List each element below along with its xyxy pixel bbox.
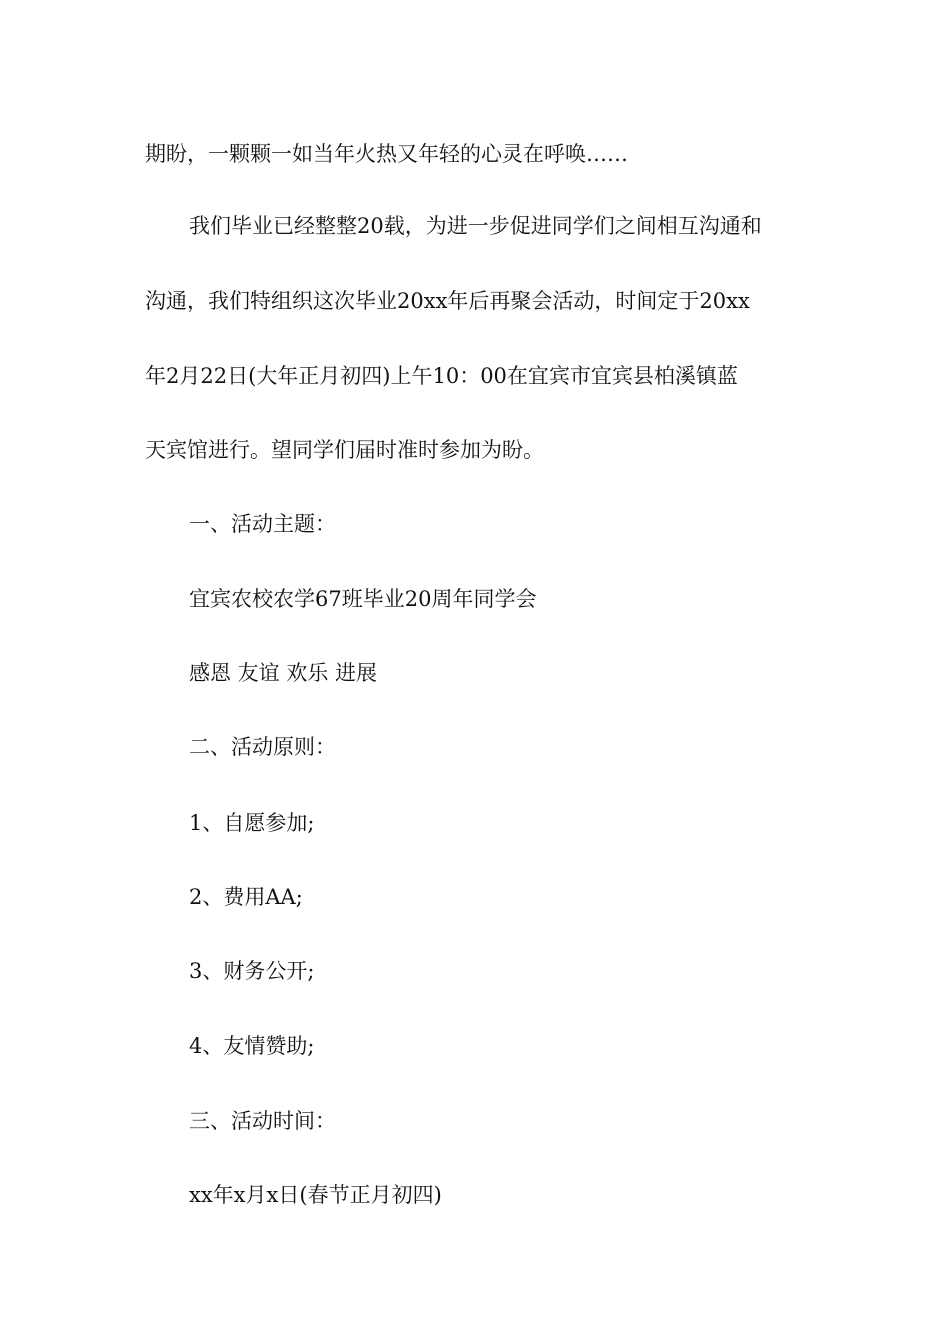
event-date: xx年x月x日(春节正月初四) <box>189 1183 442 1207</box>
paragraph-line-intro-4: 天宾馆进行。望同学们届时准时参加为盼。 <box>145 438 544 462</box>
paragraph-line-intro-3: 年2月22日(大年正月初四)上午10：00在宜宾市宜宾县柏溪镇蓝 <box>145 364 738 388</box>
paragraph-line-intro-1: 我们毕业已经整整20载，为进一步促进同学们之间相互沟通和 <box>189 214 762 238</box>
principle-item-4: 4、友情赞助; <box>189 1034 315 1058</box>
section-heading-principles: 二、活动原则： <box>189 735 336 759</box>
principle-item-3: 3、财务公开; <box>189 959 315 983</box>
principle-item-1: 1、自愿参加; <box>189 811 315 835</box>
section-heading-theme: 一、活动主题： <box>189 512 336 536</box>
principle-item-2: 2、费用AA; <box>189 885 303 909</box>
theme-title: 宜宾农校农学67班毕业20周年同学会 <box>189 587 537 611</box>
theme-keywords: 感恩 友谊 欢乐 进展 <box>189 661 378 685</box>
paragraph-line-intro-2: 沟通，我们特组织这次毕业20xx年后再聚会活动，时间定于20xx <box>145 289 750 313</box>
paragraph-line-continuation: 期盼，一颗颗一如当年火热又年轻的心灵在呼唤…… <box>145 142 628 166</box>
section-heading-time: 三、活动时间： <box>189 1109 336 1133</box>
